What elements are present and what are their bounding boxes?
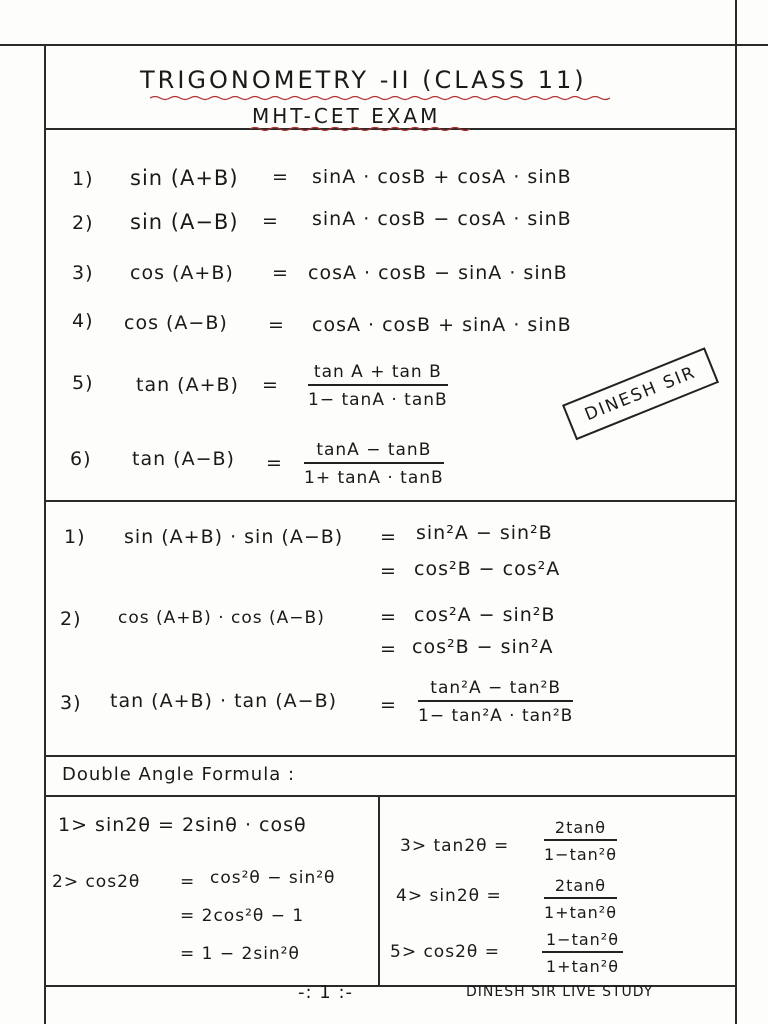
formula-rhs: sinA · cosB − cosA · sinB: [312, 208, 572, 230]
item-number: 5): [72, 372, 94, 394]
formula-rhs: cos²A − sin²B: [414, 604, 556, 626]
double-angle-label: 2> cos2θ: [52, 872, 141, 892]
footer-brand: DINESH SIR LIVE STUDY: [466, 984, 654, 1000]
double-angle-line: = 2cos²θ − 1: [180, 906, 305, 926]
item-number: 4): [72, 310, 94, 332]
formula-lhs: cos (A−B): [124, 312, 228, 334]
formula-lhs: sin (A−B): [130, 210, 239, 234]
equals-sign: =: [262, 374, 279, 396]
item-number: 1): [64, 526, 86, 548]
fraction-numerator: tan²A − tan²B: [418, 678, 573, 702]
equals-sign: =: [268, 314, 285, 336]
formula-lhs: cos (A+B) · cos (A−B): [118, 608, 325, 628]
section-divider-3: [44, 795, 736, 797]
fraction: [418, 678, 573, 726]
formula-rhs: sinA · cosB + cosA · sinB: [312, 166, 572, 188]
section-divider-2: [44, 755, 736, 757]
formula-lhs: tan (A−B): [132, 448, 235, 470]
fraction: [542, 930, 623, 976]
right-border: [735, 0, 737, 1024]
fraction-denominator: 1+ tanA · tanB: [304, 468, 444, 488]
fraction: [308, 362, 448, 410]
item-number: 6): [70, 448, 92, 470]
equals-sign: =: [380, 606, 397, 628]
fraction: [544, 818, 617, 864]
fraction-numerator: 2tanθ: [544, 876, 617, 899]
formula-rhs: cosA · cosB − sinA · sinB: [308, 262, 568, 284]
item-number: 3): [72, 262, 94, 284]
formula-rhs-alt: cos²B − cos²A: [414, 558, 561, 580]
left-border: [44, 44, 46, 1024]
item-number: 1): [72, 168, 94, 190]
subtitle-underline: [250, 126, 470, 132]
top-rule: [0, 44, 768, 46]
fraction-numerator: 2tanθ: [544, 818, 617, 841]
item-number: 2): [60, 608, 82, 630]
equals-sign: =: [262, 210, 279, 232]
equals-sign: =: [266, 452, 283, 474]
section-heading: Double Angle Formula :: [62, 764, 296, 785]
fraction-denominator: 1−tan²θ: [544, 845, 618, 864]
fraction-numerator: tan A + tan B: [308, 362, 448, 386]
double-angle-label: 5> cos2θ =: [390, 942, 500, 962]
section-divider-1: [44, 500, 736, 502]
item-number: 2): [72, 212, 94, 234]
double-angle-label: 3> tan2θ =: [400, 836, 510, 856]
fraction: [544, 876, 617, 922]
fraction-denominator: 1+tan²θ: [544, 903, 618, 922]
page-subtitle: MHT-CET EXAM: [252, 104, 441, 128]
page-number: -: 1 :-: [298, 982, 354, 1003]
fraction-denominator: 1− tan²A · tan²B: [418, 706, 574, 726]
double-angle-label: 4> sin2θ =: [396, 886, 502, 906]
double-angle-formula: 1> sin2θ = 2sinθ · cosθ: [58, 814, 307, 836]
fraction-denominator: 1− tanA · tanB: [308, 390, 448, 410]
equals-sign: =: [380, 694, 397, 716]
equals-sign: =: [180, 872, 196, 892]
double-angle-line: = 1 − 2sin²θ: [180, 944, 300, 964]
formula-rhs-alt: cos²B − sin²A: [412, 636, 554, 658]
equals-sign: =: [272, 166, 289, 188]
author-stamp: DINESH SIR: [562, 347, 719, 440]
formula-rhs: sin²A − sin²B: [416, 522, 553, 544]
formula-lhs: tan (A+B): [136, 374, 239, 396]
double-angle-line: cos²θ − sin²θ: [210, 868, 336, 888]
formula-lhs: cos (A+B): [130, 262, 234, 284]
equals-sign: =: [380, 526, 397, 548]
formula-rhs: cosA · cosB + sinA · sinB: [312, 314, 572, 336]
column-divider: [378, 795, 380, 985]
page-title: TRIGONOMETRY -II (CLASS 11): [140, 66, 587, 94]
equals-sign: =: [380, 560, 397, 582]
formula-lhs: sin (A+B): [130, 166, 239, 190]
item-number: 3): [60, 692, 82, 714]
formula-lhs: sin (A+B) · sin (A−B): [124, 526, 344, 548]
equals-sign: =: [380, 638, 397, 660]
fraction: [304, 440, 444, 488]
formula-lhs: tan (A+B) · tan (A−B): [110, 690, 338, 712]
equals-sign: =: [272, 262, 289, 284]
fraction-denominator: 1+tan²θ: [546, 957, 620, 976]
fraction-numerator: 1−tan²θ: [542, 930, 623, 953]
title-underline: [150, 95, 610, 101]
fraction-numerator: tanA − tanB: [304, 440, 444, 464]
